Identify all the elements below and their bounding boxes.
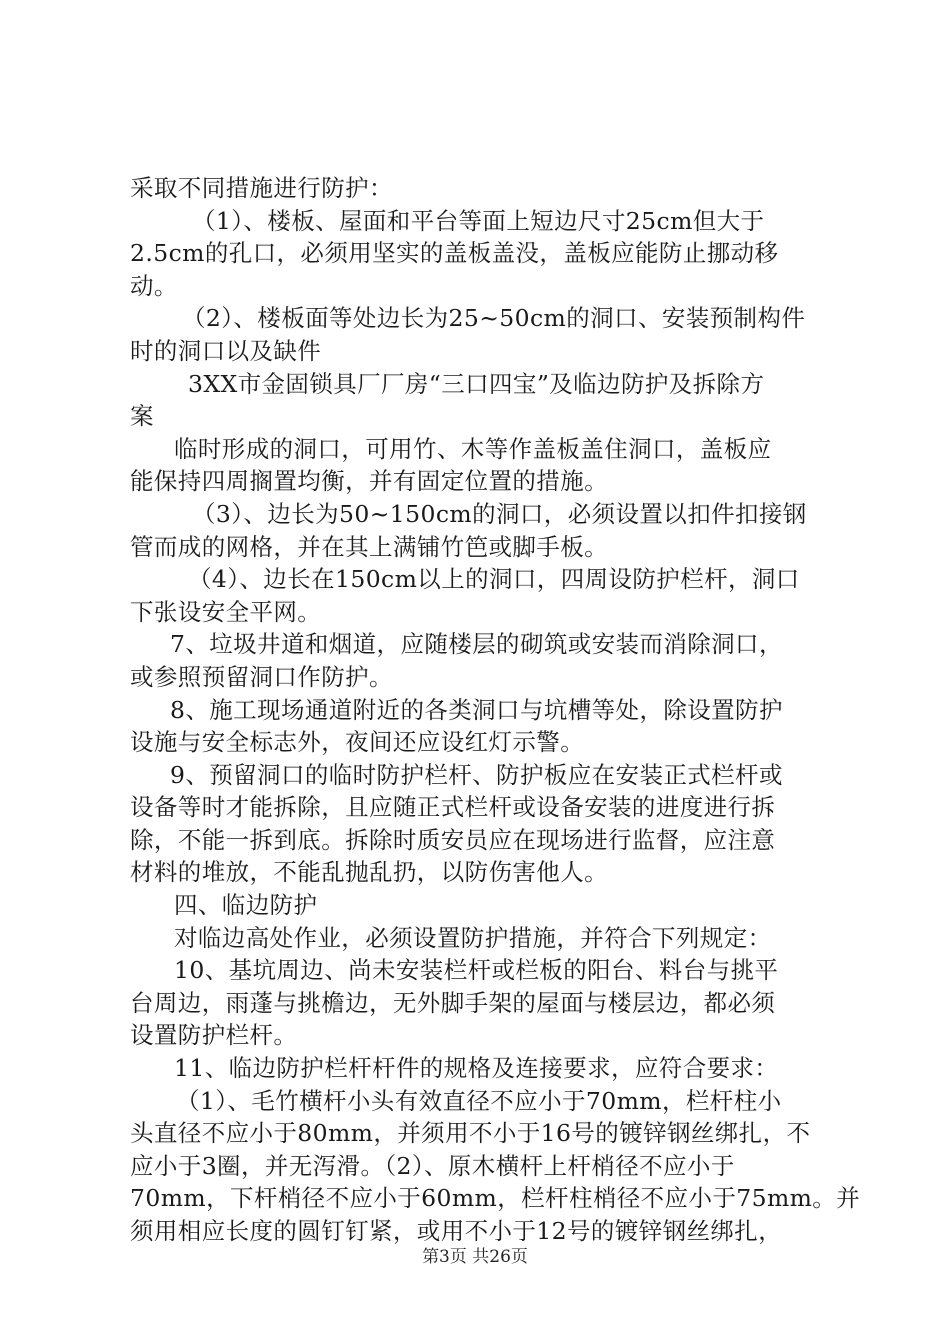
text-line: 7、垃圾井道和烟道，应随楼层的砌筑或安装而消除洞口， xyxy=(170,630,783,659)
text-line: 8、施工现场通道附近的各类洞口与坑槽等处，除设置防护 xyxy=(170,695,783,724)
text-line: 设置防护栏杆。 xyxy=(130,1021,298,1050)
page-footer: 第3页 共26页 xyxy=(422,1247,528,1267)
text-line: 10、基坑周边、尚未安装栏杆或栏板的阳台、料台与挑平 xyxy=(174,956,779,985)
text-line: 3XX市金固锁具厂厂房“三口四宝”及临边防护及拆除方 xyxy=(188,369,765,398)
text-line: 四、临边防护 xyxy=(174,891,318,920)
text-line: 动。 xyxy=(130,271,178,300)
body-text xyxy=(130,172,861,1248)
text-line: 设施与安全标志外，夜间还应设红灯示警。 xyxy=(130,728,585,757)
text-line: （3）、边长为50~150cm的洞口，必须设置以扣件扣接钢 xyxy=(192,499,807,528)
text-line: 9、预留洞口的临时防护栏杆、防护板应在安装正式栏杆或 xyxy=(170,760,783,789)
text-line: 管而成的网格，并在其上满铺竹笆或脚手板。 xyxy=(130,532,608,561)
text-line: 须用相应长度的圆钉钉紧，或用不小于12号的镀锌钢丝绑扎， xyxy=(130,1217,783,1245)
text-line: 临时形成的洞口，可用竹、木等作盖板盖住洞口，盖板应 xyxy=(174,434,772,463)
text-line: 2.5cm的孔口，必须用坚实的盖板盖没，盖板应能防止挪动移 xyxy=(130,239,779,268)
text-line: 11、临边防护栏杆杆件的规格及连接要求，应符合要求： xyxy=(174,1054,779,1083)
text-line: 能保持四周搁置均衡，并有固定位置的措施。 xyxy=(130,467,608,496)
text-line: 台周边，雨蓬与挑檐边，无外脚手架的屋面与楼层边，都必须 xyxy=(130,988,776,1017)
text-line: 下张设安全平网。 xyxy=(130,597,322,626)
text-line: （2）、楼板面等处边长为25~50cm的洞口、安装预制构件 xyxy=(182,304,806,333)
text-line: （1）、毛竹横杆小头有效直径不应小于70mm，栏杆柱小 xyxy=(176,1086,782,1115)
text-line: 时的洞口以及缺件 xyxy=(130,336,322,365)
text-line: 对临边高处作业，必须设置防护措施，并符合下列规定： xyxy=(174,923,772,952)
text-line: （4）、边长在150cm以上的洞口，四周设防护栏杆，洞口 xyxy=(188,565,800,594)
text-line: 70mm，下杆梢径不应小于60mm，栏杆柱梢径不应小于75mm。并 xyxy=(130,1184,861,1213)
text-line: 案 xyxy=(130,402,154,431)
text-line: 采取不同措施进行防护： xyxy=(130,174,393,202)
text-line: 头直径不应小于80mm，并须用不小于16号的镀锌钢丝绑扎，不 xyxy=(130,1119,811,1148)
text-line: 或参照预留洞口作防护。 xyxy=(130,662,393,691)
text-line: 应小于3圈，并无泻滑。（2）、原木横杆上杆梢径不应小于 xyxy=(130,1151,735,1180)
text-line: 除，不能一拆到底。拆除时质安员应在现场进行监督，应注意 xyxy=(130,825,776,854)
text-line: （1）、楼板、屋面和平台等面上短边尺寸25cm但大于 xyxy=(192,206,765,235)
text-line: 设备等时才能拆除，且应随正式栏杆或设备安装的进度进行拆 xyxy=(130,793,776,822)
text-line: 材料的堆放，不能乱抛乱扔，以防伤害他人。 xyxy=(130,858,608,887)
